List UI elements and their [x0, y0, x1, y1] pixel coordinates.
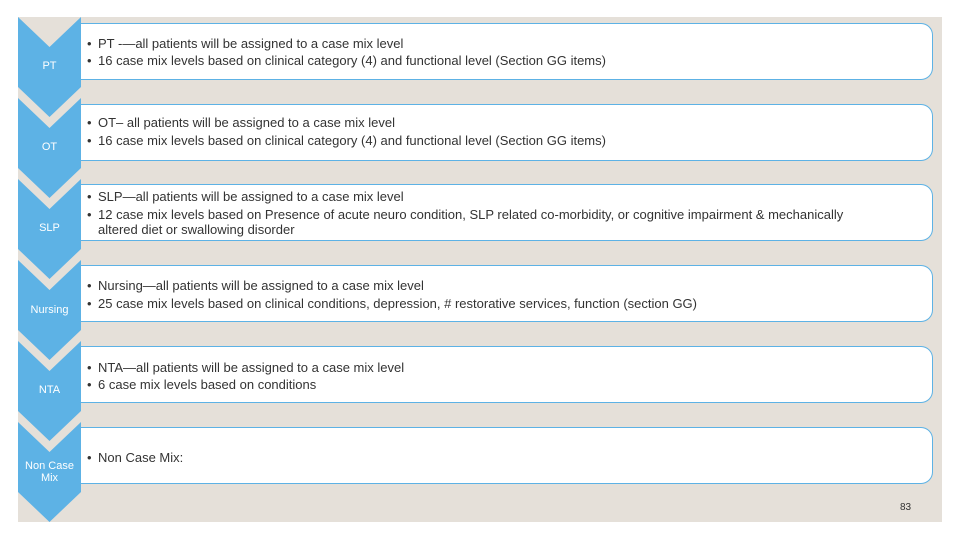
page-number: 83	[900, 502, 912, 513]
bullet-item: • NTA—all patients will be assigned to a case mix level	[87, 360, 405, 375]
bullet-item: • SLP—all patients will be assigned to a case mix level	[87, 189, 404, 204]
bullet-continuation: altered diet or swallowing disorder	[98, 222, 295, 237]
bullet-item: • 25 case mix levels based on clinical conditions, depression, # restorative services, function (section GG)	[87, 296, 698, 311]
bullet-item: • 6 case mix levels based on conditions	[87, 377, 317, 392]
bullet-item: • 16 case mix levels based on clinical category (4) and functional level (Section GG items)	[87, 53, 606, 68]
bullet-item: • PT -—all patients will be assigned to a case mix level	[87, 36, 404, 51]
content-box-pt	[81, 23, 933, 80]
chevron-label-nta: NTA	[38, 384, 61, 396]
chevron-label-slp: SLP	[39, 222, 60, 234]
bullet-item: • Non Case Mix:	[87, 450, 184, 465]
bullet-item: • OT– all patients will be assigned to a case mix level	[87, 115, 395, 130]
chevron-label-non-case-mix: Non Case Mix	[25, 460, 74, 484]
content-box-nursing	[81, 265, 933, 322]
bullet-item: • Nursing—all patients will be assigned to a case mix level	[87, 278, 424, 293]
chevron-label-ot: OT	[41, 141, 58, 153]
chevron-label-pt: PT	[42, 60, 57, 72]
bullet-item: • 16 case mix levels based on clinical category (4) and functional level (Section GG items)	[87, 133, 606, 148]
bullet-item: • 12 case mix levels based on Presence of acute neuro condition, SLP related co-morbidity, or cognitive impairment & mechanically altered diet or swallowing disorder	[87, 207, 844, 237]
chevron-label-nursing: Nursing	[30, 304, 69, 316]
content-box-non-case-mix	[81, 427, 933, 484]
